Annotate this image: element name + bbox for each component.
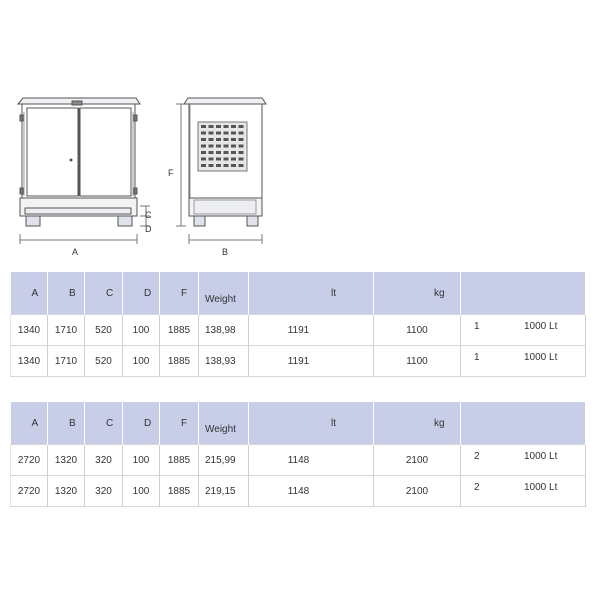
louver-slot <box>231 125 236 128</box>
dimension-label-f: F <box>168 168 174 178</box>
header-d: D <box>123 272 160 315</box>
cell-f: 1885 <box>160 445 199 476</box>
louver-slot <box>209 138 214 141</box>
cell-f: 1885 <box>160 476 199 507</box>
cell-weight: 215,99 <box>199 445 249 476</box>
louver-slot <box>201 145 206 148</box>
louver-slot <box>224 125 229 128</box>
louver-slot <box>201 158 206 161</box>
cell-qty-capacity <box>461 346 586 377</box>
louver-slot <box>216 164 221 167</box>
louver-slot <box>231 164 236 167</box>
cell-kg: 1100 <box>374 315 461 346</box>
table-header-row <box>11 402 586 445</box>
louver-slot <box>201 132 206 135</box>
cell-f: 1885 <box>160 346 199 377</box>
cell-qty: 2 <box>474 482 480 493</box>
cell-d: 100 <box>123 315 160 346</box>
louver-slot <box>224 164 229 167</box>
table-row <box>11 476 586 507</box>
cell-weight: 219,15 <box>199 476 249 507</box>
louver-slot <box>201 138 206 141</box>
louver-slot <box>216 151 221 154</box>
louver-slot <box>209 164 214 167</box>
table-row <box>11 346 586 377</box>
header-d: D <box>123 402 160 445</box>
header-b: B <box>48 272 85 315</box>
louver-slot <box>209 158 214 161</box>
cell-a: 2720 <box>11 476 48 507</box>
louver-slot <box>216 125 221 128</box>
header-b: B <box>48 402 85 445</box>
cell-a: 2720 <box>11 445 48 476</box>
header-a: A <box>11 402 48 445</box>
cell-lt: 1148 <box>249 476 374 507</box>
cell-c: 520 <box>85 315 123 346</box>
cell-b: 1710 <box>48 346 85 377</box>
cell-capacity: 1000 Lt <box>524 321 558 332</box>
louver-slot <box>209 132 214 135</box>
header-c: C <box>85 272 123 315</box>
header-f: F <box>160 402 199 445</box>
louver-slot <box>201 125 206 128</box>
header-c: C <box>85 402 123 445</box>
louver-slot <box>239 158 244 161</box>
louver-slot <box>231 132 236 135</box>
cell-qty-capacity <box>461 445 586 476</box>
cell-lt: 1191 <box>249 346 374 377</box>
cell-a: 1340 <box>11 315 48 346</box>
cell-c: 320 <box>85 445 123 476</box>
header-blank <box>461 272 586 315</box>
louver-slot <box>209 145 214 148</box>
cell-weight: 138,98 <box>199 315 249 346</box>
front-view <box>18 98 150 244</box>
cell-capacity: 1000 Lt <box>524 352 558 363</box>
cell-a: 1340 <box>11 346 48 377</box>
louver-slot <box>224 158 229 161</box>
louver-slot <box>239 164 244 167</box>
louver-slot <box>216 132 221 135</box>
louver-slot <box>239 138 244 141</box>
louver-slot <box>224 151 229 154</box>
louver-slot <box>209 125 214 128</box>
louver-slot <box>239 132 244 135</box>
louver-slot <box>224 132 229 135</box>
spec-table-2 <box>10 402 586 507</box>
header-a: A <box>11 272 48 315</box>
louver-slot <box>216 145 221 148</box>
cell-kg: 1100 <box>374 346 461 377</box>
louver-slot <box>231 145 236 148</box>
header-blank <box>461 402 586 445</box>
cell-qty: 1 <box>474 321 480 332</box>
cell-c: 520 <box>85 346 123 377</box>
dimension-label-d: D <box>145 224 152 234</box>
cell-d: 100 <box>123 476 160 507</box>
louver-slot <box>231 151 236 154</box>
cell-weight: 138,93 <box>199 346 249 377</box>
side-view <box>176 98 266 244</box>
cell-capacity: 1000 Lt <box>524 451 558 462</box>
louver-slot <box>239 145 244 148</box>
louver-slot <box>224 145 229 148</box>
cell-qty-capacity <box>461 476 586 507</box>
dimension-label-c: C <box>145 210 152 220</box>
header-weight: Weight <box>199 272 249 315</box>
cell-qty-capacity <box>461 315 586 346</box>
cell-kg: 2100 <box>374 445 461 476</box>
header-lt: lt <box>249 272 374 315</box>
louver-slot <box>239 125 244 128</box>
table-row <box>11 315 586 346</box>
louver-slot <box>231 158 236 161</box>
cell-lt: 1148 <box>249 445 374 476</box>
louver-slot <box>216 138 221 141</box>
header-kg: kg <box>374 272 461 315</box>
louver-slot <box>201 164 206 167</box>
louver-slot <box>201 151 206 154</box>
cell-capacity: 1000 Lt <box>524 482 558 493</box>
louver-slot <box>224 138 229 141</box>
cell-d: 100 <box>123 346 160 377</box>
cell-b: 1710 <box>48 315 85 346</box>
header-f: F <box>160 272 199 315</box>
louver-slot <box>216 158 221 161</box>
cell-b: 1320 <box>48 476 85 507</box>
dimension-label-a: A <box>72 247 79 257</box>
header-kg: kg <box>374 402 461 445</box>
cell-qty: 2 <box>474 451 480 462</box>
header-weight: Weight <box>199 402 249 445</box>
louver-slot <box>239 151 244 154</box>
cell-lt: 1191 <box>249 315 374 346</box>
cell-kg: 2100 <box>374 476 461 507</box>
technical-drawing <box>0 0 600 265</box>
header-lt: lt <box>249 402 374 445</box>
cell-c: 320 <box>85 476 123 507</box>
spec-table-1 <box>10 272 586 377</box>
dimension-label-b: B <box>222 247 229 257</box>
cell-f: 1885 <box>160 315 199 346</box>
louver-slot <box>209 151 214 154</box>
table-row <box>11 445 586 476</box>
cell-b: 1320 <box>48 445 85 476</box>
cell-d: 100 <box>123 445 160 476</box>
louver-slot <box>231 138 236 141</box>
table-header-row <box>11 272 586 315</box>
cell-qty: 1 <box>474 352 480 363</box>
